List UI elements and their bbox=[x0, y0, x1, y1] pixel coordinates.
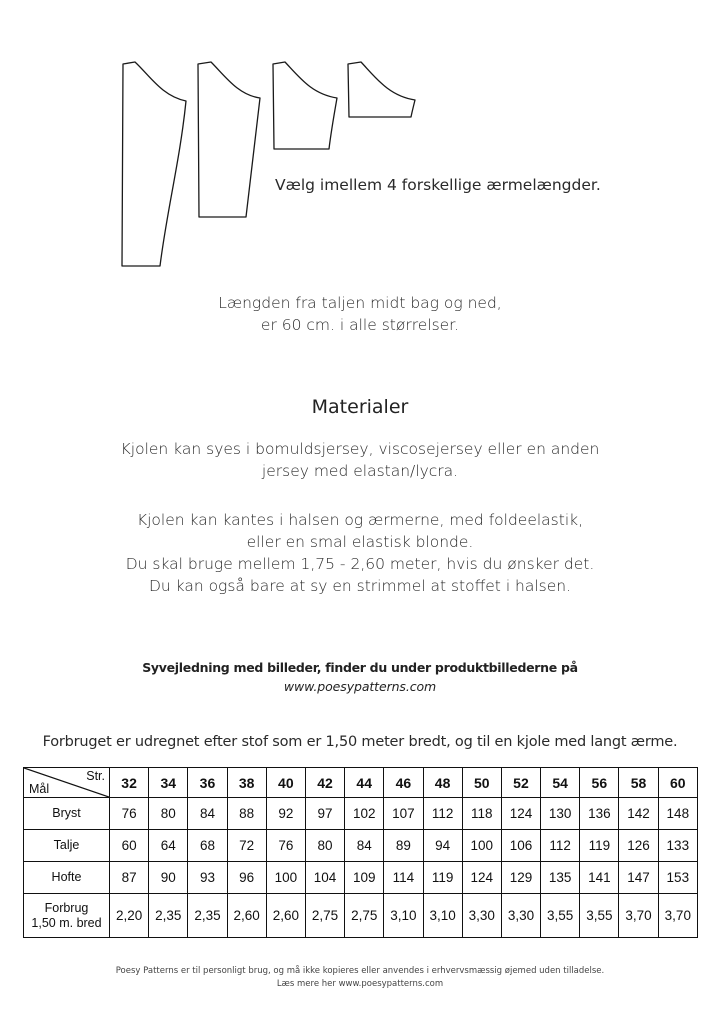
table-cell: 3,10 bbox=[384, 894, 423, 938]
table-cell: 88 bbox=[227, 798, 266, 830]
table-row-talje bbox=[24, 830, 698, 862]
corner-label-measure: Mål bbox=[29, 782, 50, 796]
table-cell: 100 bbox=[462, 830, 501, 862]
table-cell: 60 bbox=[110, 830, 149, 862]
three-quarter-sleeve-pattern bbox=[198, 62, 260, 217]
table-cell: 112 bbox=[541, 830, 580, 862]
sleeve-length-illustrations bbox=[0, 0, 720, 280]
table-cell: 109 bbox=[345, 862, 384, 894]
size-header: 44 bbox=[345, 768, 384, 798]
sleeve-caption: Vælg imellem 4 forskellige ærmelængder. bbox=[275, 176, 601, 194]
table-cell: 90 bbox=[149, 862, 188, 894]
table-cell: 80 bbox=[305, 830, 344, 862]
size-table bbox=[23, 767, 698, 938]
row-label: Bryst bbox=[24, 798, 110, 830]
table-row-hofte bbox=[24, 862, 698, 894]
table-cell: 118 bbox=[462, 798, 501, 830]
table-cell: 119 bbox=[423, 862, 462, 894]
table-cell: 2,60 bbox=[266, 894, 305, 938]
sewing-guide-note bbox=[0, 658, 720, 696]
table-cell: 2,20 bbox=[110, 894, 149, 938]
table-corner-cell bbox=[24, 768, 110, 798]
table-row-forbrug bbox=[24, 894, 698, 938]
length-note bbox=[0, 292, 720, 336]
table-cell: 64 bbox=[149, 830, 188, 862]
size-header: 42 bbox=[305, 768, 344, 798]
website-link[interactable]: www.poesypatterns.com bbox=[283, 679, 437, 694]
size-header: 54 bbox=[541, 768, 580, 798]
table-cell: 147 bbox=[619, 862, 658, 894]
footer-line-1: Poesy Patterns er til personligt brug, og må ikke kopieres eller anvendes i erhvervsmæssig øjemed uden tilladelse. bbox=[115, 966, 605, 976]
long-sleeve-pattern bbox=[122, 62, 186, 266]
materials-p2-line-3: Du skal bruge mellem 1,75 - 2,60 meter, hvis du ønsker det. bbox=[125, 555, 595, 573]
corner-label-size: Str. bbox=[86, 769, 105, 783]
table-cell: 106 bbox=[501, 830, 540, 862]
size-header: 32 bbox=[110, 768, 149, 798]
table-cell: 136 bbox=[580, 798, 619, 830]
table-cell: 130 bbox=[541, 798, 580, 830]
table-cell: 124 bbox=[501, 798, 540, 830]
size-header: 58 bbox=[619, 768, 658, 798]
table-cell: 92 bbox=[266, 798, 305, 830]
table-cell: 84 bbox=[345, 830, 384, 862]
table-cell: 89 bbox=[384, 830, 423, 862]
table-cell: 107 bbox=[384, 798, 423, 830]
table-cell: 68 bbox=[188, 830, 227, 862]
row-label-line-1: Forbrug bbox=[44, 900, 89, 915]
table-row-bryst bbox=[24, 798, 698, 830]
table-cell: 87 bbox=[110, 862, 149, 894]
short-sleeve-pattern bbox=[348, 62, 415, 117]
table-cell: 3,55 bbox=[541, 894, 580, 938]
footer-line-2[interactable]: Læs mere her www.poesypatterns.com bbox=[276, 979, 444, 989]
table-cell: 129 bbox=[501, 862, 540, 894]
table-cell: 3,70 bbox=[658, 894, 697, 938]
table-cell: 76 bbox=[110, 798, 149, 830]
materials-p1-line-1: Kjolen kan syes i bomuldsjersey, viscosejersey eller en anden bbox=[120, 440, 600, 458]
table-cell: 104 bbox=[305, 862, 344, 894]
copyright-footer bbox=[0, 965, 720, 991]
materials-p2-line-1: Kjolen kan kantes i halsen og ærmerne, med foldeelastik, bbox=[136, 511, 584, 529]
table-cell: 2,75 bbox=[345, 894, 384, 938]
table-cell: 153 bbox=[658, 862, 697, 894]
size-header: 48 bbox=[423, 768, 462, 798]
table-cell: 3,55 bbox=[580, 894, 619, 938]
table-cell: 80 bbox=[149, 798, 188, 830]
table-cell: 2,60 bbox=[227, 894, 266, 938]
materials-paragraph-1 bbox=[0, 438, 720, 482]
table-cell: 126 bbox=[619, 830, 658, 862]
size-header: 46 bbox=[384, 768, 423, 798]
table-cell: 124 bbox=[462, 862, 501, 894]
table-cell: 97 bbox=[305, 798, 344, 830]
table-cell: 2,35 bbox=[149, 894, 188, 938]
size-header-row bbox=[24, 768, 698, 798]
table-cell: 3,10 bbox=[423, 894, 462, 938]
table-cell: 114 bbox=[384, 862, 423, 894]
row-label: Talje bbox=[24, 830, 110, 862]
row-label bbox=[24, 894, 110, 938]
size-header: 36 bbox=[188, 768, 227, 798]
table-cell: 72 bbox=[227, 830, 266, 862]
table-cell: 2,35 bbox=[188, 894, 227, 938]
fabric-usage-note: Forbruget er udregnet efter stof som er 1,50 meter bredt, og til en kjole med langt ærme. bbox=[42, 734, 678, 750]
materials-p2-line-4: Du kan også bare at sy en strimmel at stoffet i halsen. bbox=[148, 577, 572, 595]
table-cell: 96 bbox=[227, 862, 266, 894]
materials-paragraph-2 bbox=[0, 509, 720, 597]
table-cell: 93 bbox=[188, 862, 227, 894]
table-cell: 119 bbox=[580, 830, 619, 862]
table-cell: 141 bbox=[580, 862, 619, 894]
table-cell: 102 bbox=[345, 798, 384, 830]
table-cell: 148 bbox=[658, 798, 697, 830]
table-cell: 3,30 bbox=[462, 894, 501, 938]
size-header: 52 bbox=[501, 768, 540, 798]
table-cell: 94 bbox=[423, 830, 462, 862]
elbow-sleeve-pattern bbox=[273, 62, 337, 149]
length-note-line-1: Længden fra taljen midt bag og ned, bbox=[218, 294, 502, 312]
row-label: Hofte bbox=[24, 862, 110, 894]
table-cell: 100 bbox=[266, 862, 305, 894]
table-cell: 112 bbox=[423, 798, 462, 830]
table-cell: 133 bbox=[658, 830, 697, 862]
materials-p2-line-2: eller en smal elastisk blonde. bbox=[246, 533, 474, 551]
size-header: 60 bbox=[658, 768, 697, 798]
sewing-guide-line: Syvejledning med billeder, finder du under produktbillederne på bbox=[142, 660, 578, 675]
table-cell: 76 bbox=[266, 830, 305, 862]
size-header: 56 bbox=[580, 768, 619, 798]
table-cell: 142 bbox=[619, 798, 658, 830]
length-note-line-2: er 60 cm. i alle størrelser. bbox=[260, 316, 460, 334]
row-label-line-2: 1,50 m. bred bbox=[31, 915, 102, 930]
size-header: 38 bbox=[227, 768, 266, 798]
table-cell: 2,75 bbox=[305, 894, 344, 938]
table-cell: 84 bbox=[188, 798, 227, 830]
size-header: 40 bbox=[266, 768, 305, 798]
size-header: 50 bbox=[462, 768, 501, 798]
size-header: 34 bbox=[149, 768, 188, 798]
table-cell: 135 bbox=[541, 862, 580, 894]
materials-p1-line-2: jersey med elastan/lycra. bbox=[261, 462, 459, 480]
table-cell: 3,70 bbox=[619, 894, 658, 938]
table-cell: 3,30 bbox=[501, 894, 540, 938]
materials-heading: Materialer bbox=[311, 396, 409, 418]
